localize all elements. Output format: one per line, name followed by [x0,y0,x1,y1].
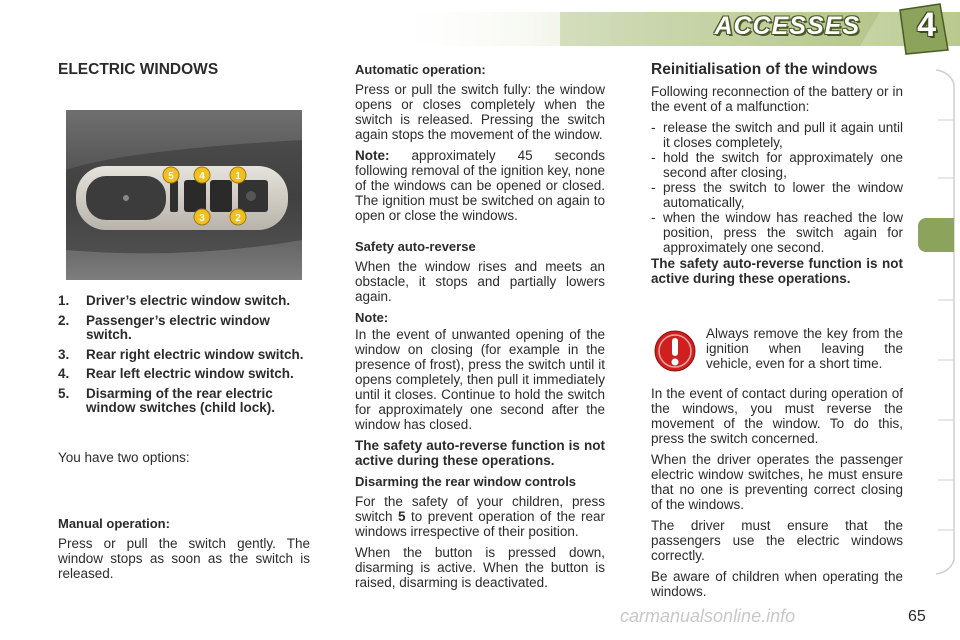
warning-box [706,326,903,377]
watermark: carmanualsonline.info [620,606,796,626]
chapter-number: 4 [917,6,936,44]
switch-list [58,294,310,416]
passengers-text: The driver must ensure that the passengers use the electric windows correctly. [651,518,903,563]
list-item: 2. Passenger’s electric window switch. [58,312,270,342]
reinit-steps [651,120,903,255]
exclamation-icon [654,330,696,372]
list-item: 3. Rear right electric window switch. [58,346,304,362]
manual-heading: Manual operation: [58,516,170,531]
safety-not-active: The safety auto-reverse function is not active during these operations. [355,438,605,468]
safety-text: When the window rises and meets an obstacle, it stops and partially lowers again. [355,259,605,304]
disarm-heading: Disarming the rear window controls [355,474,577,489]
switch-legend [58,294,310,421]
left-column [58,62,310,85]
section-title: ELECTRIC WINDOWS [58,61,219,78]
chapter-title: ACCESSES [714,12,860,40]
middle-column [355,62,605,596]
list-item: - press the switch to lower the window automatically, [651,180,903,210]
disarm-text2: When the button is pressed down, disarming is active. When the button is raised, disarming is deactivated. [355,545,605,590]
note2-label: Note: [355,310,389,325]
options-block [58,450,310,471]
chapter-tab-active[interactable] [918,218,954,252]
side-tab-strip [930,60,960,580]
list-item: 4. Rear left electric window switch. [58,366,294,381]
note-paragraph [355,148,605,223]
list-item: - hold the switch for approximately one second after closing, [651,150,903,180]
auto-text: Press or pull the switch fully: the window opens or closes completely when the switch is released. Pressing the switch again stops the movement of the window. [355,82,605,142]
list-item: - when the window has reached the low position, press the switch again for approximately one second. [651,210,903,255]
marker-3: 3 [199,213,205,224]
marker-4: 4 [199,171,205,182]
note-label: Note: [355,148,390,163]
driver-text: When the driver operates the passenger electric window switches, he must ensure that no one is preventing correct closing of the windows. [651,452,903,512]
contact-text: In the event of contact during operation of the windows, you must reverse the movement of the window. To do this, press the switch concerned. [651,386,903,446]
list-item: - release the switch and pull it again until it closes completely, [651,120,903,150]
note-text: approximately 45 seconds following removal of the ignition key, none of the windows can be opened or closed. The ignition must be switched on again to open or close the windows. [355,148,605,223]
reinit-not-active: The safety auto-reverse function is not active during these operations. [651,256,903,286]
safety-heading: Safety auto-reverse [355,239,476,254]
manual-block [58,516,310,587]
reinit-title: Reinitialisation of the windows [651,61,878,78]
options-text: You have two options: [58,450,190,465]
switch-number: 5 [398,509,406,524]
list-item: 1. Driver’s electric window switch. [58,293,291,308]
marker-1: 1 [235,171,241,182]
manual-text: Press or pull the switch gently. The window stops as soon as the switch is released. [58,536,310,581]
reinit-intro: Following reconnection of the battery or in the event of a malfunction: [651,84,903,114]
marker-2: 2 [235,213,241,224]
children-text: Be aware of children when operating the windows. [651,569,903,599]
window-switch-photo [66,110,302,280]
auto-heading: Automatic operation: [355,62,486,77]
disarm-paragraph: For the safety of your children, press switch 5 to prevent operation of the rear windows irrespective of their position. [355,494,606,539]
right-paragraphs [651,386,903,605]
page-number: 65 [908,608,926,625]
note2-text: In the event of unwanted opening of the window on closing (for example in the presence of frost), press the switch until it opens completely, then pull it immediately until it closes. Continue to hold the switch for approximately one second after the window has closed. [355,327,605,432]
marker-5: 5 [168,171,174,182]
list-item: 5. Disarming of the rear electric window switches (child lock). [58,385,276,415]
warning-text: Always remove the key from the ignition when leaving the vehicle, even for a short time. [706,326,903,371]
right-column [651,62,903,292]
